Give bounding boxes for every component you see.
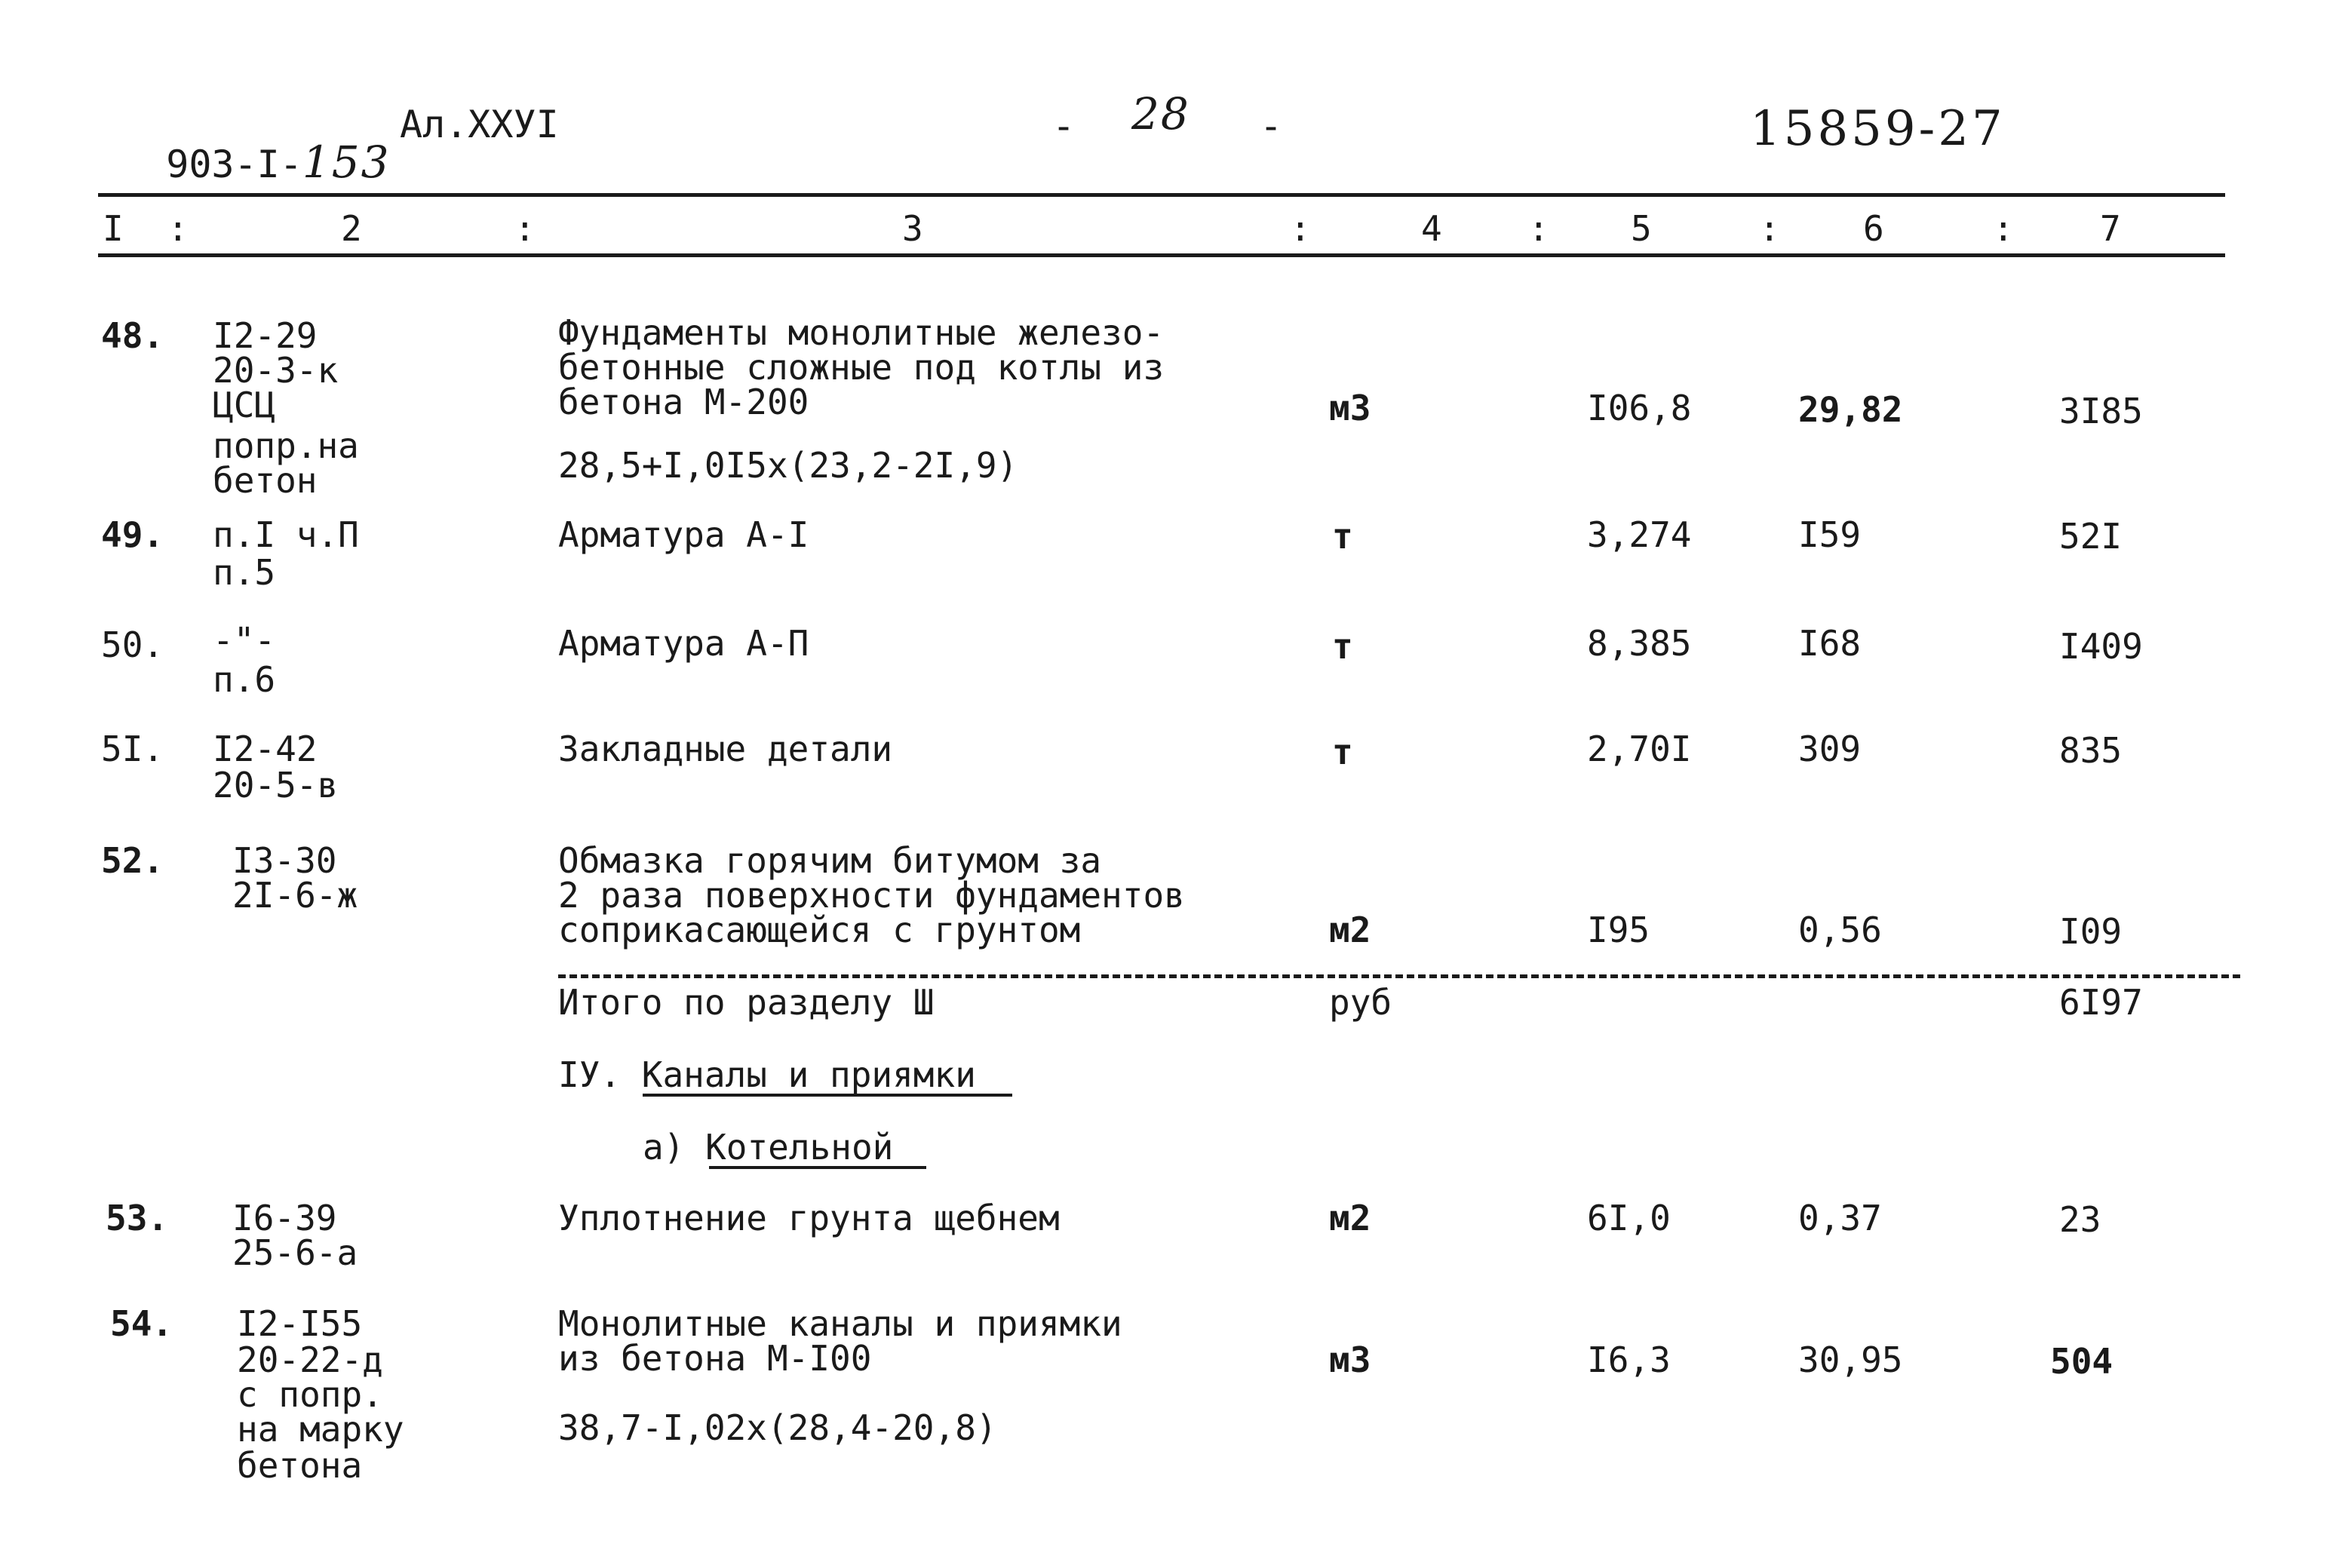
row-description-line: соприкасающейся с грунтом [558, 910, 1081, 950]
row-code-line: 20-3-к [213, 350, 339, 391]
subtotal-label: Итого по разделу Ш [558, 982, 935, 1023]
row-total: 504 [2050, 1341, 2114, 1382]
column-header-1: I [103, 208, 124, 249]
subtotal-dashed-rule [558, 974, 2240, 978]
row-total: 23 [2059, 1199, 2101, 1240]
row-description-line: бетона М-200 [558, 382, 809, 422]
row-code-line: бетон [213, 460, 318, 501]
column-separator: : [1759, 208, 1780, 249]
row-unit: м3 [1329, 388, 1371, 428]
row-description-line: Закладные детали [558, 729, 893, 769]
album-number: Ал.XXУI [400, 103, 559, 146]
row-description-line: Арматура А-П [558, 623, 809, 664]
row-total: 3I85 [2059, 391, 2143, 431]
row-price: 29,82 [1798, 389, 1903, 430]
row-formula: 38,7-I,02x(28,4-20,8) [558, 1407, 997, 1448]
header-rule-bottom [98, 253, 2225, 257]
row-quantity: 2,70I [1587, 729, 1692, 769]
row-price: 309 [1798, 729, 1862, 769]
row-code-line: п.6 [213, 659, 276, 700]
column-header-6: 6 [1863, 208, 1884, 249]
row-number: 52. [101, 840, 164, 881]
section-subtitle: а) Котельной [643, 1127, 894, 1168]
row-code-line: I6-39 [232, 1198, 337, 1238]
row-total: I09 [2059, 911, 2123, 952]
document-code-print: 903-I- [166, 143, 302, 186]
document-code-handwritten: 153 [302, 137, 391, 188]
page-marker-left: - [1052, 104, 1076, 148]
row-number: 50. [101, 624, 164, 665]
row-quantity: I95 [1587, 910, 1650, 950]
column-separator: : [1993, 208, 2014, 249]
row-code-line: I2-29 [213, 315, 318, 356]
row-unit: т [1332, 516, 1353, 557]
column-separator: : [1528, 208, 1549, 249]
row-description-line: из бетона М-I00 [558, 1338, 872, 1379]
column-header-7: 7 [2100, 208, 2121, 249]
archive-number: 15859-27 [1750, 101, 2006, 157]
row-code-line: I2-42 [213, 729, 318, 769]
row-description-line: Уплотнение грунта щебнем [558, 1198, 1060, 1238]
row-price: 30,95 [1798, 1339, 1903, 1380]
row-unit: т [1332, 626, 1353, 667]
row-code-line: п.5 [213, 552, 276, 593]
column-header-4: 4 [1421, 208, 1442, 249]
row-code-line: 20-22-д [237, 1339, 383, 1380]
row-number: 5I. [101, 729, 164, 769]
row-price: I59 [1798, 514, 1862, 555]
row-description-line: 2 раза поверхности фундаментов [558, 875, 1185, 916]
row-quantity: 3,274 [1587, 514, 1692, 555]
row-number: 48. [101, 315, 164, 356]
row-quantity: I6,3 [1587, 1339, 1671, 1380]
subtotal-total: 6I97 [2059, 982, 2143, 1023]
row-total: 835 [2059, 730, 2123, 771]
row-price: 0,56 [1798, 910, 1882, 950]
section-title: IУ. Каналы и приямки [558, 1054, 976, 1095]
header-rule-top [98, 193, 2225, 197]
row-code-line: I2-I55 [237, 1303, 363, 1344]
row-description-line: Фундаменты монолитные железо- [558, 312, 1165, 353]
column-separator: : [514, 208, 536, 249]
row-description-line: бетонные сложные под котлы из [558, 347, 1165, 388]
column-header-3: 3 [902, 208, 923, 249]
row-code-line: п.I ч.П [213, 514, 359, 555]
row-price: 0,37 [1798, 1198, 1882, 1238]
row-code-line: 2I-6-ж [232, 875, 358, 916]
row-quantity: 6I,0 [1587, 1198, 1671, 1238]
row-code-line: попр.на [213, 425, 359, 466]
row-formula: 28,5+I,0I5x(23,2-2I,9) [558, 445, 1018, 486]
row-total: 52I [2059, 516, 2123, 557]
column-separator: : [1290, 208, 1311, 249]
row-code-line: 20-5-в [213, 765, 339, 805]
row-unit: м3 [1329, 1339, 1371, 1380]
row-code-line: с попр. [237, 1374, 383, 1415]
row-unit: м2 [1329, 910, 1371, 950]
row-code-line: I3-30 [232, 840, 337, 881]
page-marker-right: - [1260, 104, 1283, 148]
row-total: I409 [2059, 626, 2143, 667]
row-unit: т [1332, 732, 1353, 772]
row-number: 54. [110, 1303, 173, 1344]
section-subtitle-underline [709, 1166, 926, 1169]
row-description-line: Арматура А-I [558, 514, 809, 555]
row-unit: м2 [1329, 1198, 1371, 1238]
row-code-line: -"- [213, 620, 276, 661]
column-header-5: 5 [1631, 208, 1652, 249]
column-separator: : [167, 208, 189, 249]
row-price: I68 [1798, 623, 1862, 664]
row-number: 53. [106, 1198, 169, 1238]
row-code-line: 25-6-а [232, 1232, 358, 1273]
row-description-line: Монолитные каналы и приямки [558, 1303, 1122, 1344]
row-description-line: Обмазка горячим битумом за [558, 840, 1102, 881]
section-title-underline [643, 1094, 1012, 1097]
row-code-line: на марку [237, 1409, 404, 1450]
row-quantity: 8,385 [1587, 623, 1692, 664]
page-number: 28 [1131, 88, 1190, 140]
row-code-line: ЦСЦ [213, 385, 276, 425]
row-code-line: бетона [237, 1445, 363, 1486]
document-code [121, 106, 391, 188]
row-number: 49. [101, 514, 164, 555]
subtotal-unit: руб [1329, 982, 1392, 1023]
row-quantity: I06,8 [1587, 388, 1692, 428]
column-header-2: 2 [341, 208, 362, 249]
